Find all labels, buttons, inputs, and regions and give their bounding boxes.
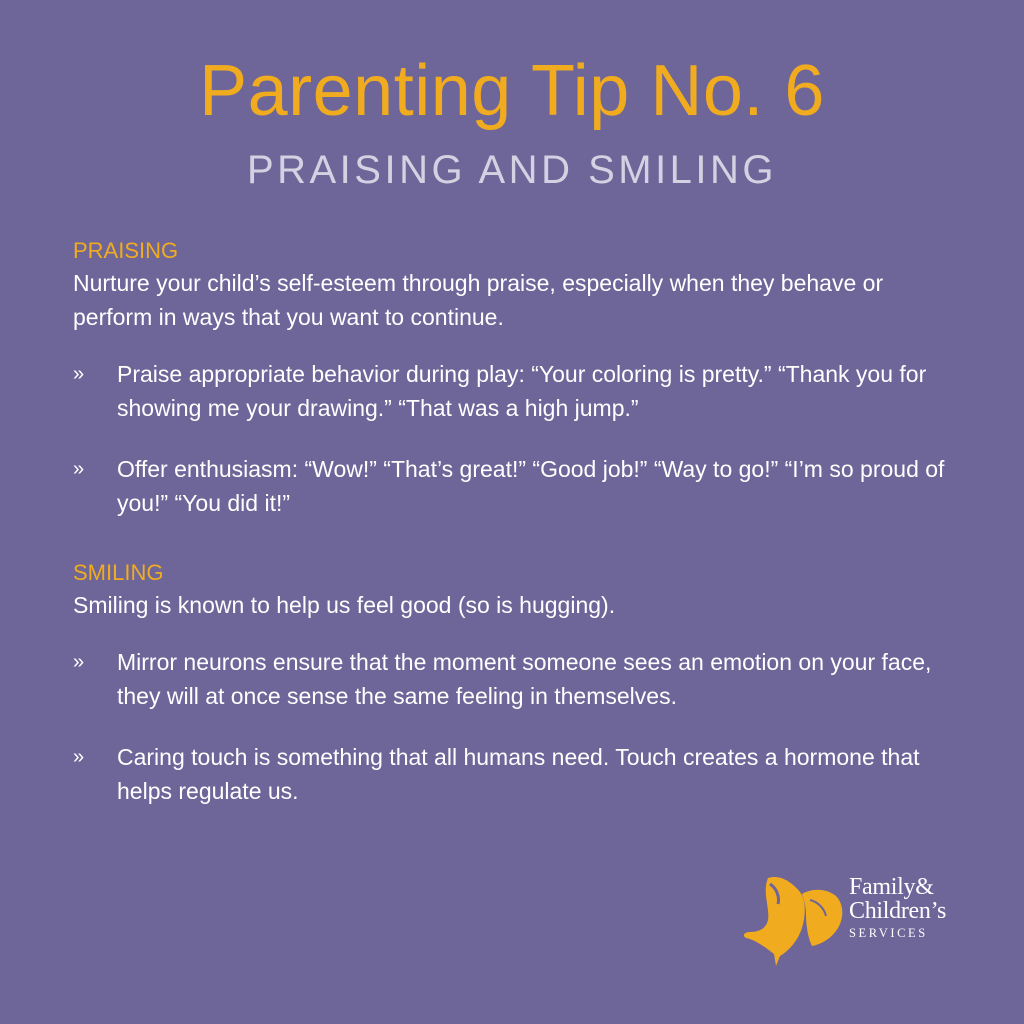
- bullet-marker: »: [73, 746, 85, 768]
- tip-content: [73, 236, 953, 835]
- page-title: Parenting Tip No. 6: [199, 51, 825, 131]
- bullet-marker: »: [73, 651, 85, 673]
- bullet-text: Mirror neurons ensure that the moment someone sees an emotion on your face, they will at once sense the same feeling in themselves.: [117, 649, 932, 709]
- section-intro: Smiling is known to help us feel good (so is hugging).: [73, 592, 616, 618]
- section-heading: PRAISING: [73, 238, 179, 263]
- logo-line-2: Children’s: [849, 898, 946, 924]
- list-item: [73, 645, 953, 713]
- bullet-marker: »: [73, 458, 85, 480]
- section-smiling: [73, 558, 953, 808]
- butterfly-logo-icon: [740, 870, 846, 966]
- bullet-text: Offer enthusiasm: “Wow!” “That’s great!” “Good job!” “Way to go!” “I’m so proud of you!” “You did it!”: [117, 456, 945, 516]
- bullet-text: Caring touch is something that all humans need. Touch creates a hormone that helps regulate us.: [117, 744, 920, 804]
- bullet-list: [73, 357, 953, 520]
- page-subtitle: PRAISING AND SMILING: [246, 148, 778, 192]
- section-praising: [73, 236, 953, 520]
- section-intro: Nurture your child’s self-esteem through praise, especially when they behave or perform in ways that you want to continue.: [73, 270, 884, 330]
- logo-line-1: Family&: [849, 874, 934, 900]
- section-heading: SMILING: [73, 560, 164, 585]
- bullet-list: [73, 645, 953, 808]
- list-item: [73, 452, 953, 520]
- list-item: [73, 357, 953, 425]
- logo-line-3: SERVICES: [849, 926, 928, 940]
- bullet-text: Praise appropriate behavior during play: “Your coloring is pretty.” “Thank you for showing me your drawing.” “That was a high jump.”: [117, 361, 927, 421]
- list-item: [73, 740, 953, 808]
- logo-wordmark: [849, 875, 946, 942]
- bullet-marker: »: [73, 363, 85, 385]
- organization-logo: [740, 866, 980, 966]
